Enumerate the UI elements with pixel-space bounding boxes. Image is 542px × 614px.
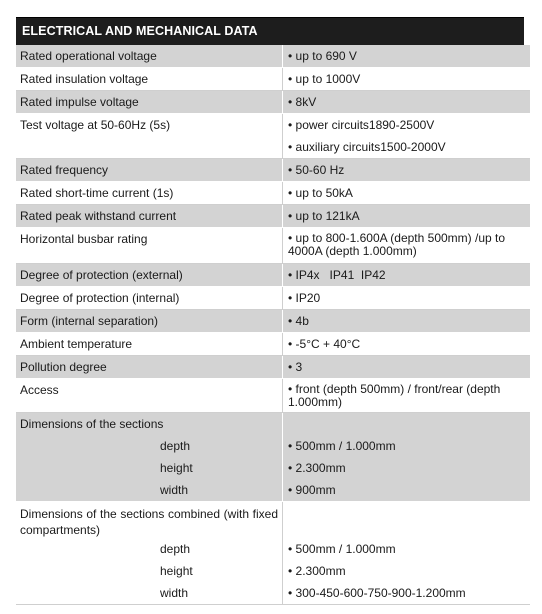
row-label: Rated insulation voltage [20,72,149,86]
row-value: • auxiliary circuits1500-2000V [288,136,526,158]
row-label: Degree of protection (external) [20,268,183,282]
sub-label: depth [160,439,191,453]
row-label: Dimensions of the sections combined (with fixed compartments) [20,507,278,537]
table-row [16,182,530,205]
row-value: • IP4x IP41 IP42 [288,264,526,286]
sub-label: height [160,564,193,578]
row-value: • 2.300mm [288,560,526,582]
row-label: Form (internal separation) [20,314,159,328]
sub-label: width [160,586,189,600]
table-row [16,356,530,379]
row-label: Rated short-time current (1s) [20,186,174,200]
row-value: • up to 1000V [288,68,526,90]
table-row [16,502,530,605]
table-row [16,379,530,413]
row-value: • 2.300mm [288,457,526,479]
table-row [16,228,530,264]
sub-label: height [160,461,193,475]
row-label: Rated peak withstand current [20,209,177,223]
table-row [16,413,530,502]
row-label: Rated frequency [20,163,109,177]
sub-label: width [160,483,189,497]
row-value: • -5°C + 40°C [288,333,526,355]
data-sheet [16,17,524,605]
row-label: Rated impulse voltage [20,95,139,109]
row-value: • up to 800-1.600A (depth 500mm) /up to 4000A (depth 1.000mm) [288,228,526,263]
row-label: Dimensions of the sections [20,417,164,431]
row-value: • 500mm / 1.000mm [288,538,526,560]
section-title: ELECTRICAL AND MECHANICAL DATA [16,17,524,45]
spec-table [16,45,530,605]
row-label: Horizontal busbar rating [20,232,148,246]
row-value: • up to 121kA [288,205,526,227]
row-label: Rated operational voltage [20,49,157,63]
row-value: • front (depth 500mm) / front/rear (depth 1.000mm) [288,379,526,412]
table-row [16,287,530,310]
row-value: • 50-60 Hz [288,159,526,181]
row-value: • 4b [288,310,526,332]
row-value: • 900mm [288,479,526,501]
row-value: • 300-450-600-750-900-1.200mm [288,582,526,604]
sub-label: depth [160,542,191,556]
table-row [16,264,530,287]
row-value: • up to 50kA [288,182,526,204]
table-row [16,45,530,68]
row-value: • power circuits1890-2500V [288,114,526,136]
table-row [16,333,530,356]
row-value: • IP20 [288,287,526,309]
row-label: Access [20,383,59,397]
table-row [16,114,530,159]
row-label: Ambient temperature [20,337,133,351]
table-row [16,159,530,182]
row-value: • 8kV [288,91,526,113]
row-label: Pollution degree [20,360,107,374]
row-value: • up to 690 V [288,45,526,67]
row-value: • 500mm / 1.000mm [288,435,526,457]
table-row [16,91,530,114]
row-value: • 3 [288,356,526,378]
table-row [16,310,530,333]
table-row [16,205,530,228]
table-row [16,68,530,91]
row-label: Test voltage at 50-60Hz (5s) [20,118,171,132]
row-label: Degree of protection (internal) [20,291,180,305]
